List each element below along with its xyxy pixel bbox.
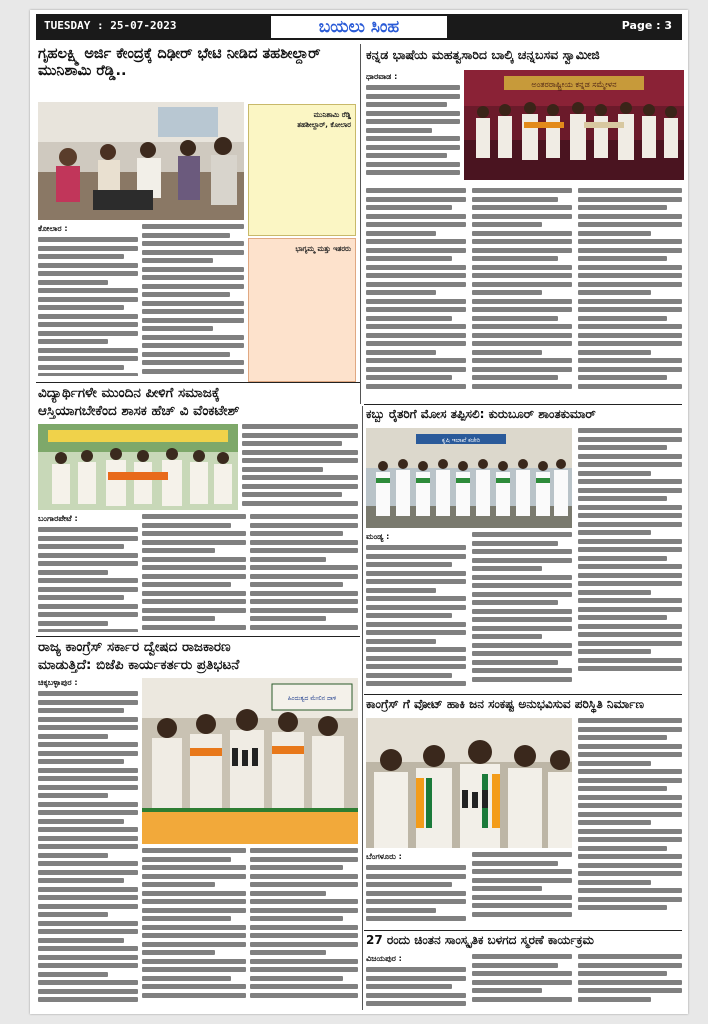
dateline-kolar: ಕೋಲಾರ : [38,224,68,233]
article-kannada-col4 [578,188,682,402]
article-program-col2 [472,954,572,1010]
paper-name: ಬಯಲು ಸಿಂಹ [269,14,449,40]
photo-kannada-program [464,70,684,180]
article-sugarcane-col2 [472,532,572,690]
headline-sugarcane: ಕಬ್ಬು ರೈತರಿಗೆ ಮೋಸ ತಪ್ಪಿಸಲಿ: ಕುರುಬೂರ್ ಶಾಂತಕುಮಾರ್ [366,407,596,421]
masthead [36,14,682,40]
article-congress-col3 [250,848,358,1008]
dateline-mandya: ಮಂಡ್ಯ : [366,532,390,541]
box1-signature-title: ತಹಶೀಲ್ದಾರ್, ಕೋಲಾರ [297,121,351,129]
dateline-bengaluru: ಬೆಂಗಳೂರು : [366,852,402,861]
dateline-bangarpet: ಬಂಗಾರಪೇಟೆ : [38,514,78,523]
headline-students-1: ವಿದ್ಯಾರ್ಥಿಗಳೇ ಮುಂದಿನ ಪೀಳಿಗೆ ಸಮಾಜಕ್ಕೆ [38,385,220,401]
photo-bjp-protest [142,678,358,844]
article-program-col1 [366,954,466,1010]
article-vote-col1 [366,852,466,928]
section-rule [36,382,360,383]
photo-farmers-protest [366,428,572,528]
article-sugarcane-col3 [578,428,682,690]
headline-program: 27 ರಂದು ಚಿಂತನ ಸಾಂಸ್ಕೃತಿಕ ಬಳಗದ ಸ್ಮರಣೆ ಕಾರ್ಯಕ್ರಮ [366,933,594,947]
article-kannada-col3 [472,188,572,402]
article-students-col2 [142,514,246,632]
column-divider [360,44,361,404]
article-congress-col2 [142,848,246,1008]
protest-sign-text: ಹಿಂದುತ್ವದ ಮೇಲಿನ ದಾಳಿ [287,695,337,702]
photo-students-event [38,424,238,510]
headline-congress-2: ಮಾಡುತ್ತಿದೆ: ಬಿಜೆಪಿ ಕಾರ್ಯಕರ್ತರು ಪ್ರತಿಭಟನೆ [38,657,240,673]
newspaper-page [30,10,688,1014]
section-rule [364,404,682,405]
article-kannada-col2 [366,188,466,402]
box1-signature: ಮುನಿಶಾಮಿ ರೆಡ್ಡಿ [313,111,351,119]
section-rule [36,636,360,637]
article-students-side [242,424,358,510]
headline-gruhalakshmi: ಗೃಹಲಕ್ಷ್ಮಿ ಅರ್ಜಿ ಕೇಂದ್ರಕ್ಕೆ ದಿಢೀರ್ ಭೇಟಿ ನೀಡಿದ ತಹಶೀಲ್ದಾರ್ ಮುನಿಶಾಮಿ ರೆಡ್ಡಿ.. [38,46,321,79]
dateline-chikkaballapura: ಚಿಕ್ಕಬಳ್ಳಾಪುರ : [38,678,78,687]
article-congress-col1 [38,678,138,1008]
dateline-vijayapura: ವಿಜಯಪುರ : [366,954,402,963]
photo-congress-leaders [366,718,572,848]
page-number: Page : 3 [621,19,672,32]
headline-kannada: ಕನ್ನಡ ಭಾಷೆಯ ಮಹತ್ವಸಾರಿದ ಬಾಲ್ಕಿ ಚನ್ನಬಸವ ಸ್ವಾಮೀಜಿ [366,47,600,62]
article-vote-col2 [472,852,572,928]
headline-students-2: ಆಸ್ತಿಯಾಗಬೇಕೆಂದ ಶಾಸಕ ಹೆಚ್ ವಿ ವೆಂಕಟೇಶ್ [38,403,240,419]
article-sugarcane-col1 [366,532,466,690]
box2-signature: ಭಾಗ್ಯಮ್ಮ ಮತ್ತು ಇತರರು [295,245,351,253]
article-gruhalakshmi-col2 [142,224,244,376]
office-sign-text: ಕೃಷಿ ಇಲಾಖೆ ಕಚೇರಿ [441,437,481,444]
article-students-col3 [250,514,358,632]
article-kannada-col1 [366,72,460,182]
column-divider [362,406,363,1010]
headline-vote: ಕಾಂಗ್ರೆಸ್ ಗೆ ವೋಟ್ ಹಾಕಿ ಜನ ಸಂಕಷ್ಟ ಅನುಭವಿಸುವ ಪರಿಸ್ಥಿತಿ ನಿರ್ಮಾಣ [366,697,644,711]
section-rule [364,694,682,695]
photo-tahsildar-visit [38,102,244,220]
headline-congress-1: ರಾಜ್ಯ ಕಾಂಗ್ರೆಸ್ ಸರ್ಕಾರ ದ್ವೇಷದ ರಾಜಕಾರಣ [38,639,231,655]
article-gruhalakshmi-col1 [38,224,138,376]
section-rule [364,930,682,931]
stage-banner-text: ಅಂತರರಾಷ್ಟ್ರೀಯ ಕನ್ನಡ ಸಮ್ಮೇಳನ [531,80,617,89]
article-vote-col3 [578,718,682,928]
notice-box-2 [248,238,356,382]
article-students-col1 [38,514,138,632]
article-program-col3 [578,954,682,1010]
dateline-dharwad: ಧಾರವಾಡ : [366,72,398,81]
notice-box-1 [248,104,356,236]
issue-date: TUESDAY : 25-07-2023 [44,19,177,32]
